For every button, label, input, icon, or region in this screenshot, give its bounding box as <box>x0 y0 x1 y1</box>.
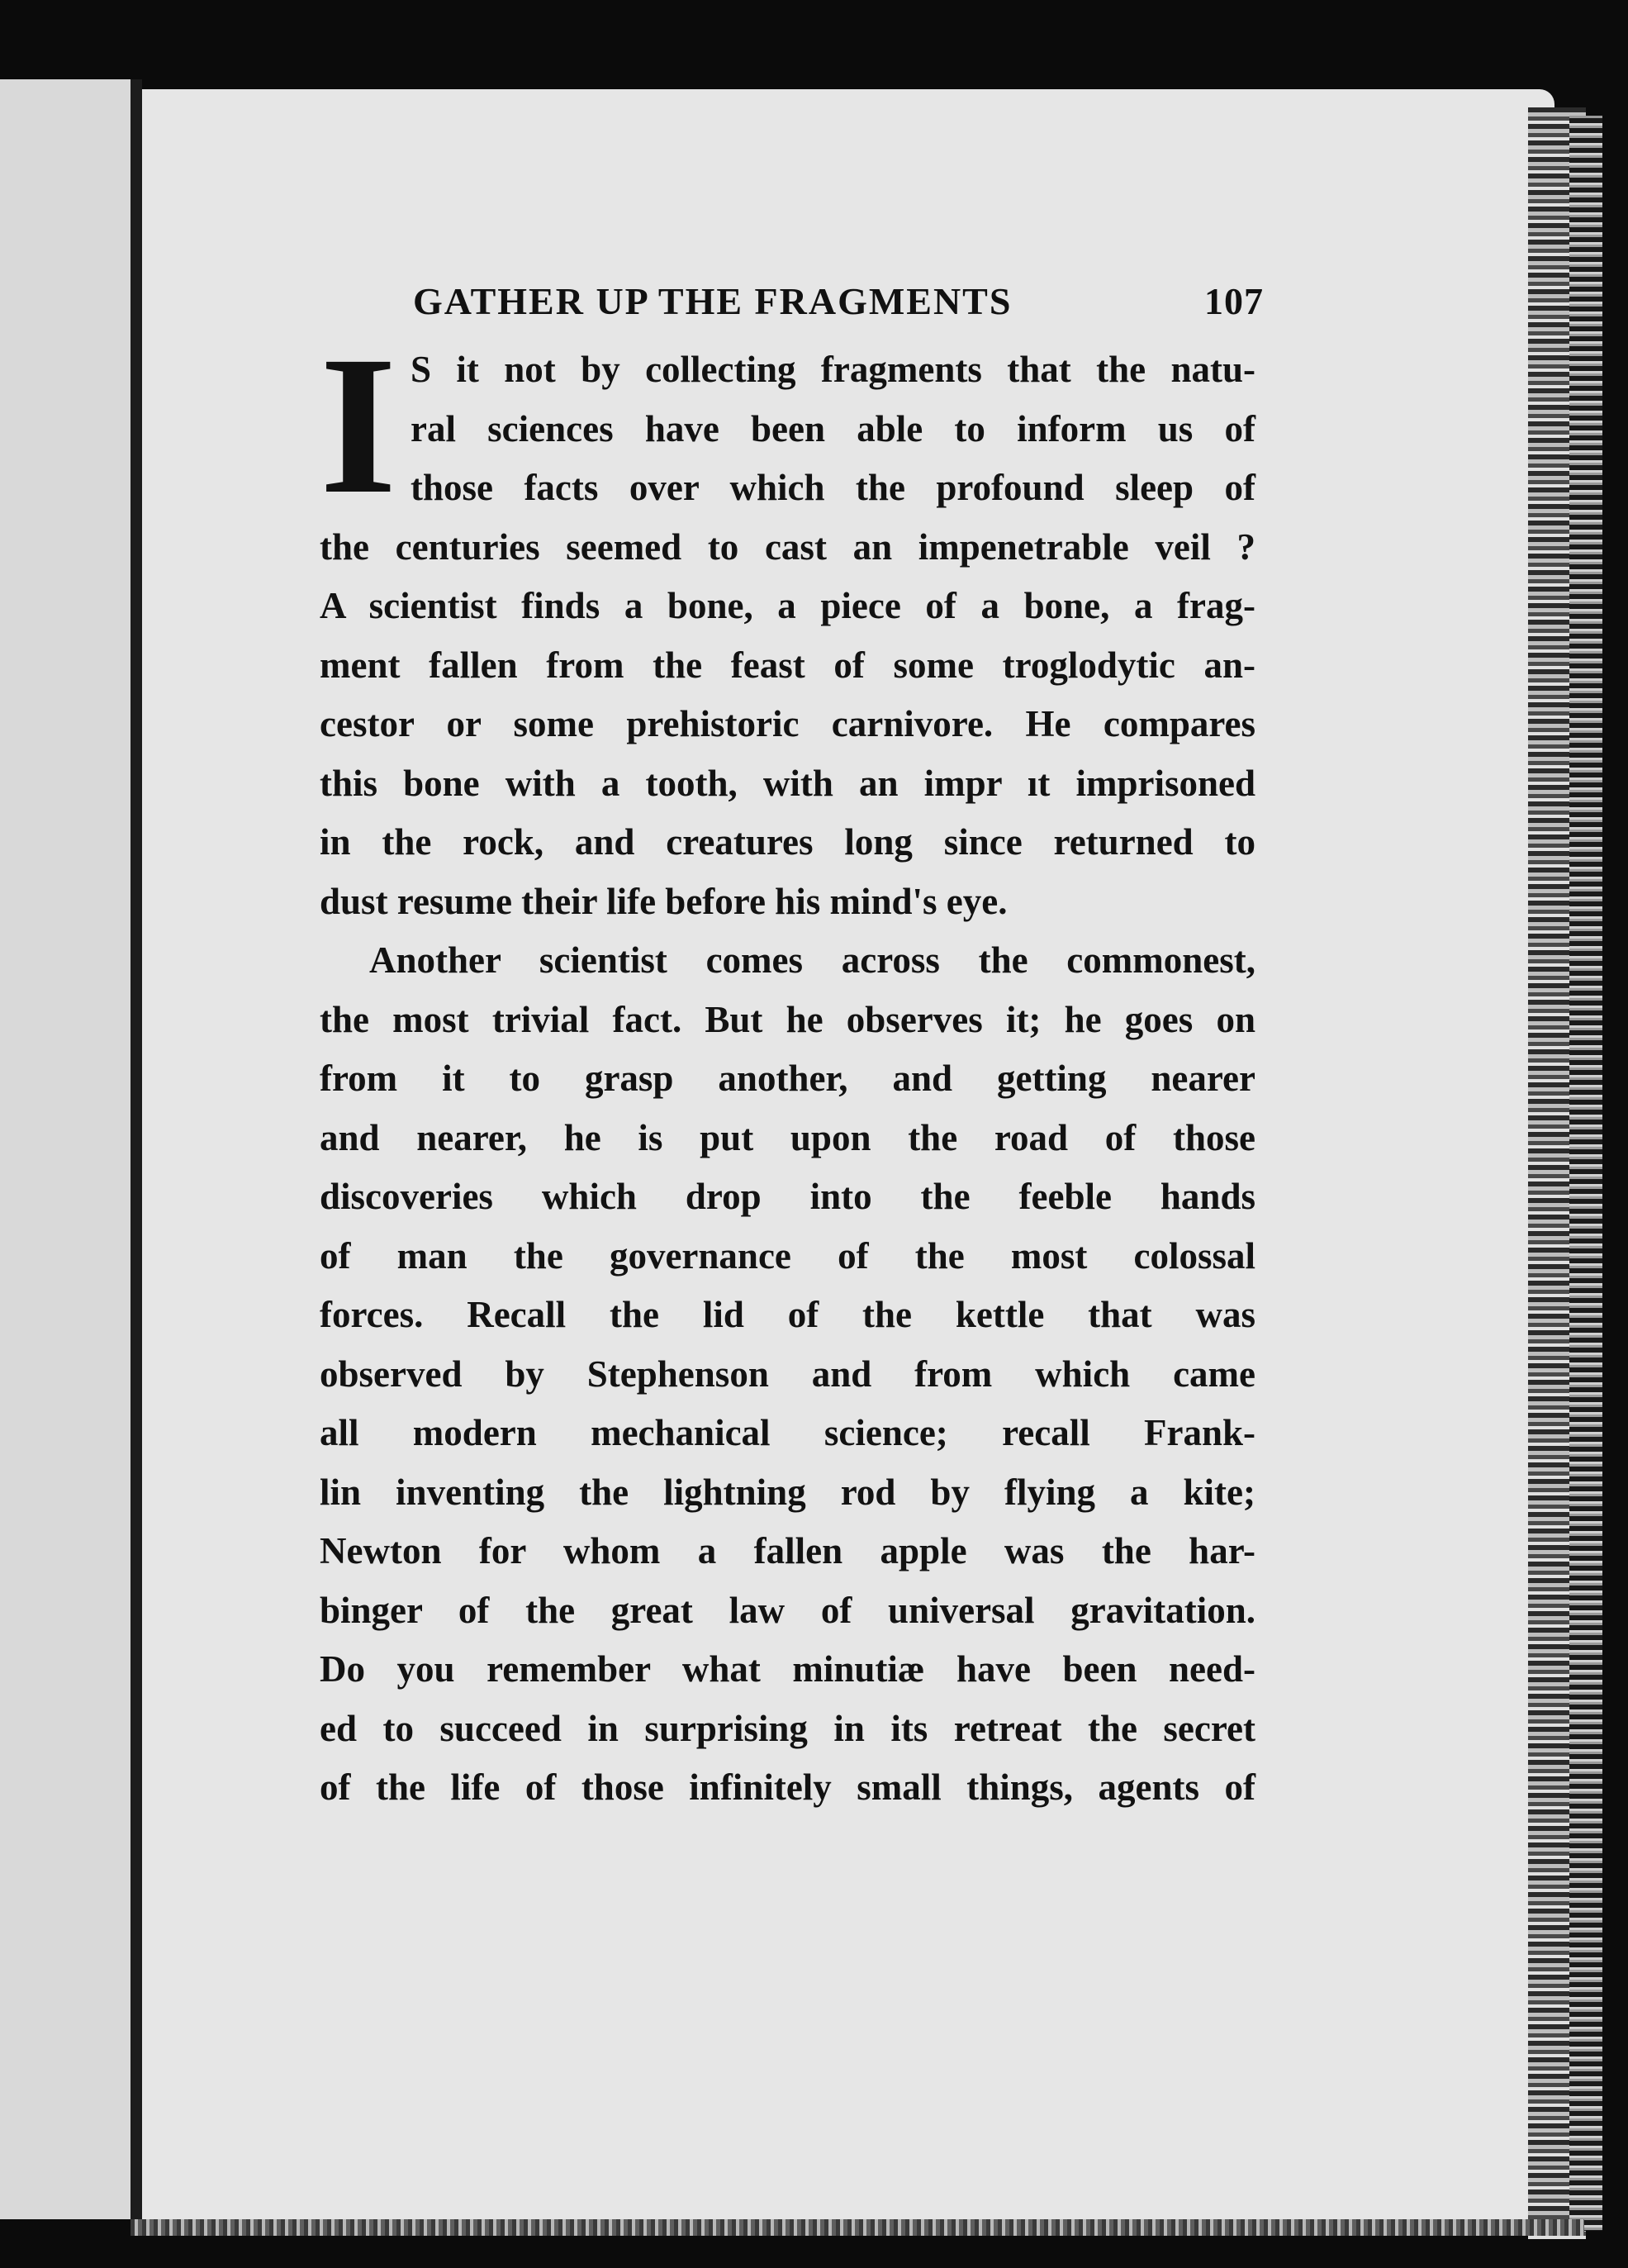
page-stack-edge-outer <box>1569 116 1602 2231</box>
text-line: cestor or some prehistoric carnivore. He compares <box>320 703 1255 744</box>
running-head-title: GATHER UP THE FRAGMENTS <box>413 280 1013 322</box>
running-head <box>413 279 1264 332</box>
text-line: the centuries seemed to cast an impenetrable veil ? <box>320 525 1255 568</box>
paragraph-2 <box>320 931 1255 1818</box>
page-bottom-edge <box>131 2219 1584 2236</box>
text-line: all modern mechanical science; recall Frank- <box>320 1412 1255 1453</box>
paragraph-1 <box>320 315 1255 931</box>
text-line: in the rock, and creatures long since returned to <box>320 821 1255 863</box>
text-line: and nearer, he is put upon the road of those <box>320 1116 1255 1158</box>
text-line: the most trivial fact. But he observes it; he goes on <box>320 998 1255 1040</box>
text-line: Do you remember what minutiæ have been need- <box>320 1648 1255 1690</box>
text-line: dust resume their life before his mind's eye. <box>320 880 1008 922</box>
text-line: this bone with a tooth, with an impr ıt imprisoned <box>320 762 1255 804</box>
page-number: 107 <box>1204 280 1264 322</box>
text-line: those facts over which the profound sleep of <box>411 467 1255 508</box>
gutter-shadow <box>131 79 142 2219</box>
text-line: from it to grasp another, and getting nearer <box>320 1058 1255 1099</box>
text-line: lin inventing the lightning rod by flying a kite; <box>320 1471 1255 1513</box>
text-line: Newton for whom a fallen apple was the har- <box>320 1530 1255 1571</box>
text-line: ral sciences have been able to inform us of <box>411 407 1255 449</box>
text-line: S it not by collecting fragments that the natu- <box>411 349 1255 390</box>
text-line: A scientist finds a bone, a piece of a bone, a frag- <box>320 585 1255 626</box>
text-line: ment fallen from the feast of some troglodytic an- <box>320 644 1255 686</box>
text-line: discoveries which drop into the feeble hands <box>320 1176 1255 1217</box>
text-line: forces. Recall the lid of the kettle that was <box>320 1294 1255 1335</box>
text-line: of the life of those infinitely small things, agents of <box>320 1766 1255 1808</box>
drop-cap: I <box>320 315 397 535</box>
text-line: observed by Stephenson and from which came <box>320 1353 1255 1395</box>
text-line: binger of the great law of universal gravitation. <box>320 1589 1255 1631</box>
text-line: Another scientist comes across the commonest, <box>369 939 1255 981</box>
text-line: of man the governance of the most colossal <box>320 1234 1255 1277</box>
body-text <box>320 315 1255 1818</box>
text-line: ed to succeed in surprising in its retreat the secret <box>320 1707 1255 1749</box>
facing-page-sliver <box>0 79 131 2219</box>
